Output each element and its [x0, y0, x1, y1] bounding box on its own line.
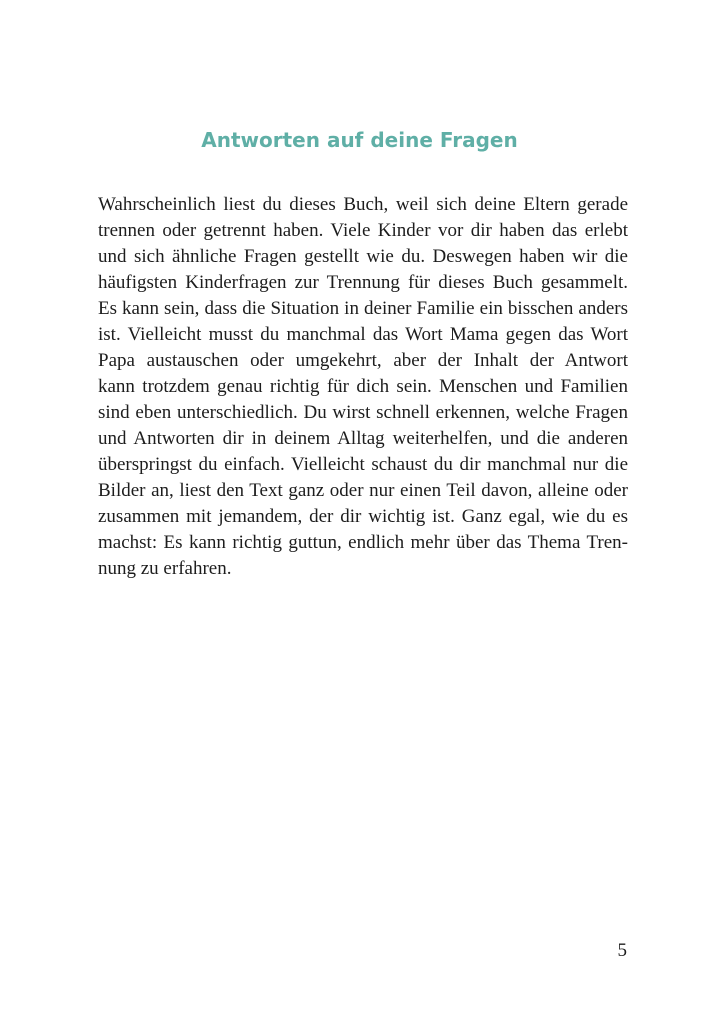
paragraph-line: häufigsten Kinderfragen zur Trennung für dieses Buch gesammelt. [98, 272, 628, 293]
paragraph-line: kann trotzdem genau richtig für dich sein. Menschen und Familien [98, 376, 628, 397]
paragraph-line: überspringst du einfach. Vielleicht schaust du dir manchmal nur die [98, 454, 628, 475]
paragraph-line: ist. Vielleicht musst du manchmal das Wort Mama gegen das Wort [98, 324, 628, 345]
paragraph-line: sind eben unterschiedlich. Du wirst schnell erkennen, welche Fragen [98, 402, 628, 423]
paragraph-line: machst: Es kann richtig guttun, endlich mehr über das Thema Tren- [98, 532, 628, 553]
paragraph-line: Papa austauschen oder umgekehrt, aber der Inhalt der Antwort [98, 350, 628, 371]
page-number: 5 [617, 940, 627, 961]
page-heading: Antworten auf deine Fragen [201, 128, 518, 152]
body-paragraph [98, 192, 628, 582]
paragraph-line: und sich ähnliche Fragen gestellt wie du. Deswegen haben wir die [98, 246, 628, 267]
paragraph-line: Es kann sein, dass die Situation in deiner Familie ein bisschen anders [98, 298, 628, 319]
paragraph-line: trennen oder getrennt haben. Viele Kinder vor dir haben das erlebt [98, 220, 628, 241]
paragraph-line: und Antworten dir in deinem Alltag weiterhelfen, und die anderen [98, 428, 628, 449]
paragraph-line: Bilder an, liest den Text ganz oder nur einen Teil davon, alleine oder [98, 480, 628, 501]
paragraph-line: Wahrscheinlich liest du dieses Buch, weil sich deine Eltern gerade [98, 194, 628, 215]
paragraph-line: zusammen mit jemandem, der dir wichtig ist. Ganz egal, wie du es [98, 506, 628, 527]
paragraph-line: nung zu erfahren. [98, 558, 232, 579]
